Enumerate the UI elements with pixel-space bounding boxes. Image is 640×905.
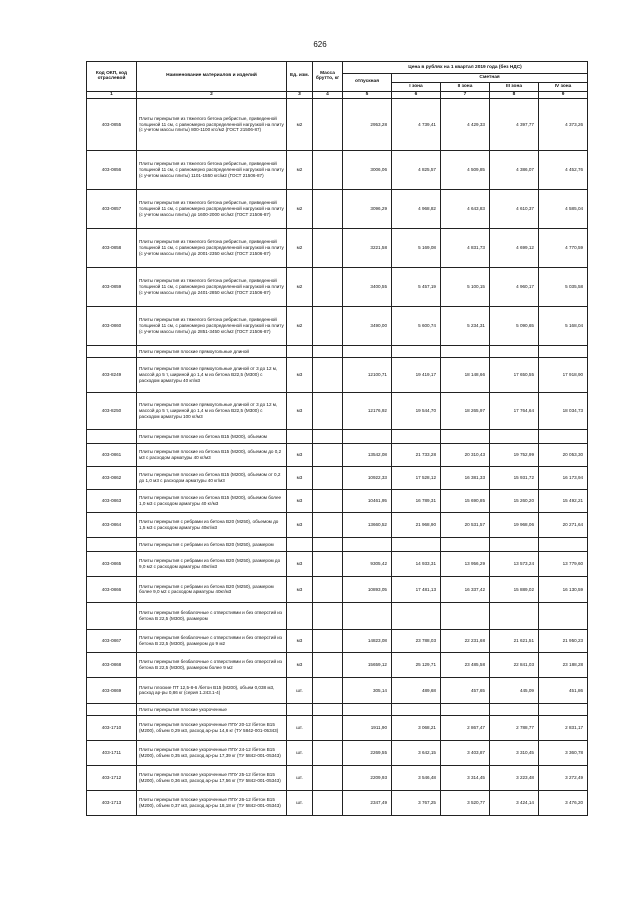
column-number: 6: [392, 91, 441, 98]
row-zone-2-price: 4 643,83: [441, 189, 490, 228]
table-row: [87, 629, 588, 652]
row-name: Плиты перекрытия безбалочные с отверстиями и без отверстий из бетона В 22,5 (М300), размером: [137, 602, 287, 629]
row-zone-4-price: 17 918,90: [539, 357, 588, 392]
row-release-price: 10893,05: [343, 576, 392, 602]
row-code: 403-0864: [87, 512, 137, 537]
row-zone-2-price: 4 509,85: [441, 150, 490, 189]
row-zone-4-price: 4 585,04: [539, 189, 588, 228]
row-release-price: 1911,90: [343, 715, 392, 740]
row-unit: м3: [287, 512, 313, 537]
row-zone-4-price: 20 271,64: [539, 512, 588, 537]
row-mass: [313, 576, 343, 602]
row-release-price: 2347,49: [343, 790, 392, 815]
row-zone-3-price: 445,09: [490, 677, 539, 703]
row-mass: [313, 740, 343, 765]
row-unit: м3: [287, 357, 313, 392]
row-zone-2-price: [441, 537, 490, 551]
row-mass: [313, 189, 343, 228]
row-release-price: 12100,71: [343, 357, 392, 392]
price-table: [86, 61, 588, 816]
row-mass: [313, 489, 343, 512]
row-code: 403-0860: [87, 306, 137, 345]
table-row: [87, 466, 588, 489]
row-mass: [313, 677, 343, 703]
row-zone-3-price: [490, 602, 539, 629]
header-code: Код ОКП, код отраслевой: [87, 62, 137, 92]
table-row: [87, 189, 588, 228]
column-number: 4: [313, 91, 343, 98]
row-zone-3-price: 13 573,24: [490, 551, 539, 576]
row-zone-1-price: [392, 429, 441, 443]
row-release-price: [343, 703, 392, 715]
row-zone-4-price: [539, 703, 588, 715]
row-zone-2-price: 5 100,15: [441, 267, 490, 306]
header-zone-3: III зона: [490, 82, 539, 91]
row-zone-1-price: 5 169,08: [392, 228, 441, 267]
row-zone-3-price: 4 386,07: [490, 150, 539, 189]
row-zone-1-price: 23 788,03: [392, 629, 441, 652]
row-name: Плиты перекрытия плоские из бетона В15 (М200), объемом более 1,0 м3 с расходом арматуры 40 кг/м3: [137, 489, 287, 512]
header-estimate: Сметная: [392, 74, 588, 83]
row-name: Плиты перекрытия плоские укороченные ППУ 26-12 /бетон В15 (М200), объем 0,37 м3, расход ар-ры 18,18 кг (ТУ 5842-001-05343): [137, 790, 287, 815]
row-zone-1-price: 3 767,25: [392, 790, 441, 815]
row-release-price: [343, 429, 392, 443]
row-release-price: [343, 602, 392, 629]
row-zone-2-price: 23 485,58: [441, 652, 490, 677]
row-zone-2-price: 457,65: [441, 677, 490, 703]
row-mass: [313, 357, 343, 392]
table-row: [87, 576, 588, 602]
row-code: [87, 602, 137, 629]
row-zone-2-price: 4 831,73: [441, 228, 490, 267]
row-zone-1-price: [392, 703, 441, 715]
row-zone-1-price: 4 968,82: [392, 189, 441, 228]
row-release-price: 3221,58: [343, 228, 392, 267]
row-name: Плиты перекрытия с ребрами из бетона В20 (М250), размером до 9,0 м2 с расходом арматуры 40кг/м3: [137, 551, 287, 576]
row-zone-2-price: [441, 703, 490, 715]
row-zone-2-price: 18 265,97: [441, 392, 490, 429]
row-mass: [313, 537, 343, 551]
row-code: [87, 345, 137, 357]
column-number: 3: [287, 91, 313, 98]
table-row: [87, 551, 588, 576]
row-zone-2-price: 5 234,31: [441, 306, 490, 345]
row-zone-3-price: 5 090,65: [490, 306, 539, 345]
row-name: Плиты перекрытия из тяжелого бетона ребристые, приведенной толщиной 11 см, с равномерно распределенной нагрузкой на плиту (с учетом массы плиты) до 2401-2850 кгс/м2 (ГОСТ 21506-87): [137, 267, 287, 306]
row-zone-4-price: 20 053,30: [539, 443, 588, 466]
row-zone-3-price: 3 223,48: [490, 765, 539, 790]
column-number: 9: [539, 91, 588, 98]
row-zone-2-price: 20 310,43: [441, 443, 490, 466]
row-code: 403-0856: [87, 150, 137, 189]
row-zone-3-price: 4 610,37: [490, 189, 539, 228]
row-release-price: 3096,29: [343, 189, 392, 228]
header-release: отпускная: [343, 74, 392, 92]
row-unit: м3: [287, 551, 313, 576]
row-zone-3-price: 3 424,14: [490, 790, 539, 815]
row-zone-4-price: 5 168,04: [539, 306, 588, 345]
row-release-price: 10461,95: [343, 489, 392, 512]
row-mass: [313, 790, 343, 815]
row-zone-1-price: 4 739,41: [392, 98, 441, 150]
table-row: [87, 602, 588, 629]
row-zone-2-price: 2 867,47: [441, 715, 490, 740]
row-code: 403-0869: [87, 677, 137, 703]
row-name: Плиты перекрытия плоские прямоугольные длиной от 3 до 12 м, массой до 5 т, шириной до 1,4 м из бетона В22,5 (М300) с расходом арматуры 100 кг/м3: [137, 392, 287, 429]
row-code: 403-1712: [87, 765, 137, 790]
row-zone-4-price: 18 034,73: [539, 392, 588, 429]
row-unit: шт.: [287, 765, 313, 790]
row-name: Плиты перекрытия безбалочные с отверстиями и без отверстий из бетона В 22,5 (М300), размером до 9 м2: [137, 629, 287, 652]
row-zone-1-price: 3 546,48: [392, 765, 441, 790]
row-zone-4-price: [539, 345, 588, 357]
row-release-price: 13660,52: [343, 512, 392, 537]
row-release-price: 3490,00: [343, 306, 392, 345]
row-zone-4-price: 15 492,21: [539, 489, 588, 512]
row-zone-4-price: 23 188,28: [539, 652, 588, 677]
row-zone-4-price: 4 373,26: [539, 98, 588, 150]
table-body: [87, 98, 588, 815]
row-unit: м3: [287, 443, 313, 466]
row-name: Плиты перекрытия из тяжелого бетона ребристые, приведенной толщиной 11 см, с равномерно распределенной нагрузкой на плиту (с учетом массы плиты) до 1600-2000 кгс/м2 (ГОСТ 21506-87): [137, 189, 287, 228]
row-mass: [313, 443, 343, 466]
row-unit: м2: [287, 98, 313, 150]
row-zone-1-price: 489,68: [392, 677, 441, 703]
table-row: [87, 357, 588, 392]
row-zone-4-price: 2 831,17: [539, 715, 588, 740]
row-mass: [313, 703, 343, 715]
header-zone-4: IV зона: [539, 82, 588, 91]
row-name: Плиты перекрытия из тяжелого бетона ребристые, приведенной толщиной 11 см, с равномерно распределенной нагрузкой на плиту (с учетом массы плиты) 800-1100 кгс/м2 (ГОСТ 21506-87): [137, 98, 287, 150]
row-zone-3-price: 15 260,20: [490, 489, 539, 512]
row-zone-1-price: [392, 537, 441, 551]
row-zone-2-price: 4 429,33: [441, 98, 490, 150]
row-zone-1-price: 17 481,13: [392, 576, 441, 602]
row-zone-2-price: 22 231,68: [441, 629, 490, 652]
table-row: [87, 489, 588, 512]
row-zone-1-price: 19 419,17: [392, 357, 441, 392]
table-row: [87, 512, 588, 537]
row-code: 403-0866: [87, 576, 137, 602]
row-name: Плиты перекрытия плоские из бетона В15 (М200), объемом: [137, 429, 287, 443]
row-name: Плиты перекрытия с ребрами из бетона В20 (М250), размером: [137, 537, 287, 551]
row-zone-3-price: 4 960,17: [490, 267, 539, 306]
row-mass: [313, 345, 343, 357]
row-mass: [313, 715, 343, 740]
row-zone-1-price: [392, 602, 441, 629]
row-zone-1-price: 3 642,15: [392, 740, 441, 765]
row-zone-4-price: 3 476,20: [539, 790, 588, 815]
row-unit: [287, 703, 313, 715]
row-release-price: 14823,08: [343, 629, 392, 652]
row-zone-3-price: 15 889,02: [490, 576, 539, 602]
row-unit: м3: [287, 392, 313, 429]
row-mass: [313, 98, 343, 150]
row-unit: шт.: [287, 790, 313, 815]
row-name: Плиты перекрытия из тяжелого бетона ребристые, приведенной толщиной 11 см, с равномерно распределенной нагрузкой на плиту (с учетом массы плиты) до 2001-2350 кгс/м2 (ГОСТ 21506-87): [137, 228, 287, 267]
row-mass: [313, 267, 343, 306]
row-code: 403-0868: [87, 652, 137, 677]
row-release-price: 2209,93: [343, 765, 392, 790]
row-name: Плиты перекрытия с ребрами из бетона В20 (М250), объемом до 1,5 м3 с расходом арматуры 40кг/м3: [137, 512, 287, 537]
row-release-price: 13542,08: [343, 443, 392, 466]
row-release-price: 305,14: [343, 677, 392, 703]
row-code: [87, 703, 137, 715]
row-mass: [313, 429, 343, 443]
row-mass: [313, 629, 343, 652]
row-release-price: 12176,92: [343, 392, 392, 429]
row-zone-1-price: 21 733,28: [392, 443, 441, 466]
header-unit: Ед. изм.: [287, 62, 313, 92]
row-zone-3-price: 4 699,12: [490, 228, 539, 267]
row-zone-1-price: 17 528,12: [392, 466, 441, 489]
row-zone-3-price: 22 841,03: [490, 652, 539, 677]
column-number: 2: [137, 91, 287, 98]
row-zone-3-price: 19 752,99: [490, 443, 539, 466]
row-zone-1-price: 3 068,21: [392, 715, 441, 740]
row-zone-2-price: 16 337,42: [441, 576, 490, 602]
row-release-price: 2953,28: [343, 98, 392, 150]
row-mass: [313, 551, 343, 576]
row-name: Плиты перекрытия плоские укороченные ППУ 20-12 /бетон В15 (М200), объем 0,29 м3, расход ар-ры 14,6 кг (ТУ 5842-001-05343): [137, 715, 287, 740]
row-zone-3-price: 2 788,77: [490, 715, 539, 740]
row-zone-1-price: [392, 345, 441, 357]
row-zone-4-price: [539, 537, 588, 551]
row-mass: [313, 765, 343, 790]
column-number: 5: [343, 91, 392, 98]
table-row: [87, 429, 588, 443]
row-release-price: 9305,42: [343, 551, 392, 576]
table-header: [87, 62, 588, 99]
header-zone-1: I зона: [392, 82, 441, 91]
row-name: Плиты перекрытия плоские укороченные: [137, 703, 287, 715]
row-release-price: 10922,33: [343, 466, 392, 489]
table-row: [87, 150, 588, 189]
row-zone-3-price: 4 397,77: [490, 98, 539, 150]
row-code: 403-0857: [87, 189, 137, 228]
row-unit: м3: [287, 466, 313, 489]
row-unit: [287, 602, 313, 629]
row-unit: шт.: [287, 715, 313, 740]
row-release-price: 3400,55: [343, 267, 392, 306]
row-zone-4-price: [539, 602, 588, 629]
row-zone-2-price: 16 381,33: [441, 466, 490, 489]
row-zone-3-price: 15 931,72: [490, 466, 539, 489]
row-zone-4-price: 3 272,49: [539, 765, 588, 790]
header-name: Наименование материалов и изделий: [137, 62, 287, 92]
row-zone-3-price: [490, 703, 539, 715]
row-release-price: [343, 345, 392, 357]
row-unit: м2: [287, 267, 313, 306]
row-zone-2-price: [441, 602, 490, 629]
row-mass: [313, 512, 343, 537]
table-row: [87, 306, 588, 345]
row-code: 403-1711: [87, 740, 137, 765]
row-zone-4-price: 16 173,94: [539, 466, 588, 489]
row-zone-1-price: 16 789,31: [392, 489, 441, 512]
row-unit: м3: [287, 576, 313, 602]
row-name: Плиты перекрытия из тяжелого бетона ребристые, приведенной толщиной 11 см, с равномерно распределенной нагрузкой на плиту (с учетом массы плиты) 1101-1550 кгс/м2 (ГОСТ 21506-87): [137, 150, 287, 189]
row-zone-3-price: [490, 429, 539, 443]
row-release-price: 2269,55: [343, 740, 392, 765]
row-name: Плиты перекрытия из тяжелого бетона ребристые, приведенной толщиной 11 см, с равномерно распределенной нагрузкой на плиту (с учетом массы плиты) до 2851-3450 кгс/м2 (ГОСТ 21506-87): [137, 306, 287, 345]
row-mass: [313, 466, 343, 489]
row-zone-1-price: 4 825,57: [392, 150, 441, 189]
page-number: 626: [313, 40, 327, 49]
row-code: 403-1713: [87, 790, 137, 815]
table-row: [87, 790, 588, 815]
row-name: Плиты плоские ПТ 12,5-8-6 /бетон В15 (М200), объем 0,038 м3, расход ар-ры 0,86 кг (серия 1.243.1-4): [137, 677, 287, 703]
table-row: [87, 392, 588, 429]
column-number: 8: [490, 91, 539, 98]
row-mass: [313, 652, 343, 677]
row-zone-1-price: 19 544,70: [392, 392, 441, 429]
row-zone-4-price: 13 779,60: [539, 551, 588, 576]
row-name: Плиты перекрытия плоские из бетона В15 (М200), объемом от 0,2 до 1,0 м3 с расходом арматуры 40 кг/м3: [137, 466, 287, 489]
row-code: [87, 537, 137, 551]
row-zone-4-price: 451,86: [539, 677, 588, 703]
row-zone-4-price: 21 950,23: [539, 629, 588, 652]
row-name: Плиты перекрытия плоские из бетона В15 (М200), объемом до 0,2 м3 с расходом арматуры 40 кг/м3: [137, 443, 287, 466]
row-name: Плиты перекрытия плоские укороченные ППУ 24-12 /бетон В15 (М200), объем 0,35 м3, расход ар-ры 17,39 кг (ТУ 5842-001-05343): [137, 740, 287, 765]
table-row: [87, 740, 588, 765]
row-zone-4-price: 3 360,78: [539, 740, 588, 765]
row-release-price: [343, 537, 392, 551]
row-name: Плиты перекрытия плоские укороченные ППУ 25-12 /бетон В15 (М200), объем 0,36 м3, расход ар-ры 17,56 кг (ТУ 5842-001-05343): [137, 765, 287, 790]
row-code: 403-0865: [87, 551, 137, 576]
row-zone-3-price: [490, 345, 539, 357]
row-code: 403-0855: [87, 98, 137, 150]
row-zone-4-price: 4 770,59: [539, 228, 588, 267]
table-row: [87, 652, 588, 677]
row-zone-3-price: 19 968,06: [490, 512, 539, 537]
row-zone-3-price: 17 764,64: [490, 392, 539, 429]
row-unit: м3: [287, 629, 313, 652]
row-mass: [313, 392, 343, 429]
row-name: Плиты перекрытия плоские прямоугольные длиной: [137, 345, 287, 357]
row-zone-2-price: 3 520,77: [441, 790, 490, 815]
row-zone-3-price: 3 310,45: [490, 740, 539, 765]
table-row: [87, 345, 588, 357]
row-unit: м2: [287, 306, 313, 345]
table-row: [87, 228, 588, 267]
row-code: 403-0863: [87, 489, 137, 512]
row-zone-1-price: 5 457,19: [392, 267, 441, 306]
column-number-row: [87, 91, 588, 98]
table-row: [87, 765, 588, 790]
row-unit: [287, 345, 313, 357]
row-zone-2-price: 3 403,87: [441, 740, 490, 765]
row-code: 403-8249: [87, 357, 137, 392]
row-release-price: 3006,06: [343, 150, 392, 189]
row-zone-1-price: 5 600,74: [392, 306, 441, 345]
column-number: 1: [87, 91, 137, 98]
table-row: [87, 677, 588, 703]
row-unit: м2: [287, 150, 313, 189]
row-unit: м2: [287, 189, 313, 228]
row-zone-2-price: [441, 429, 490, 443]
row-zone-4-price: 5 035,58: [539, 267, 588, 306]
row-mass: [313, 602, 343, 629]
row-zone-4-price: 16 130,59: [539, 576, 588, 602]
row-name: Плиты перекрытия безбалочные с отверстиями и без отверстий из бетона В 22,5 (М300), размером более 9 м2: [137, 652, 287, 677]
row-mass: [313, 150, 343, 189]
row-name: Плиты перекрытия плоские прямоугольные длиной от 3 до 12 м, массой до 5 т, шириной до 1,4 м из бетона В22,5 (М300) с расходом арматуры 40 кг/м3: [137, 357, 287, 392]
column-number: 7: [441, 91, 490, 98]
row-unit: м3: [287, 489, 313, 512]
row-unit: [287, 537, 313, 551]
row-code: [87, 429, 137, 443]
row-zone-1-price: 14 933,31: [392, 551, 441, 576]
row-zone-3-price: 17 650,55: [490, 357, 539, 392]
row-zone-4-price: [539, 429, 588, 443]
row-unit: м2: [287, 228, 313, 267]
header-mass: Масса брутто, кг: [313, 62, 343, 92]
row-zone-3-price: [490, 537, 539, 551]
row-code: 403-0859: [87, 267, 137, 306]
row-code: 403-0861: [87, 443, 137, 466]
table-row: [87, 267, 588, 306]
row-code: 403-1710: [87, 715, 137, 740]
header-zone-2: II зона: [441, 82, 490, 91]
table-row: [87, 537, 588, 551]
row-unit: шт.: [287, 740, 313, 765]
row-code: 403-0867: [87, 629, 137, 652]
row-zone-2-price: 20 531,57: [441, 512, 490, 537]
row-mass: [313, 306, 343, 345]
row-name: Плиты перекрытия с ребрами из бетона В20 (М250), размером более 9,0 м2 с расходом арматуры 40кг/м3: [137, 576, 287, 602]
row-code: 403-0862: [87, 466, 137, 489]
row-zone-2-price: [441, 345, 490, 357]
row-unit: шт.: [287, 677, 313, 703]
row-unit: [287, 429, 313, 443]
table-row: [87, 98, 588, 150]
row-zone-1-price: 21 968,90: [392, 512, 441, 537]
row-mass: [313, 228, 343, 267]
table-row: [87, 715, 588, 740]
row-zone-3-price: 21 621,51: [490, 629, 539, 652]
row-zone-4-price: 4 452,76: [539, 150, 588, 189]
row-zone-2-price: 13 956,29: [441, 551, 490, 576]
row-code: 403-0858: [87, 228, 137, 267]
row-release-price: 15659,12: [343, 652, 392, 677]
row-code: 403-8250: [87, 392, 137, 429]
row-zone-2-price: 18 148,66: [441, 357, 490, 392]
table-row: [87, 443, 588, 466]
row-unit: м3: [287, 652, 313, 677]
row-zone-2-price: 15 690,85: [441, 489, 490, 512]
row-zone-1-price: 25 129,71: [392, 652, 441, 677]
table-row: [87, 703, 588, 715]
header-price-group: Цена в рублях на 1 квартал 2019 года (без НДС): [343, 62, 588, 74]
row-zone-2-price: 3 314,45: [441, 765, 490, 790]
